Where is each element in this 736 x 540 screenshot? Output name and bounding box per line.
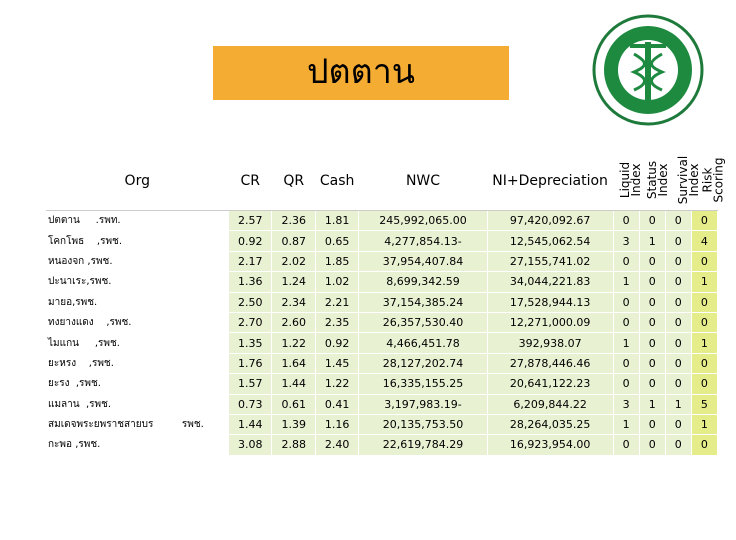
cell-sv: 0: [665, 312, 691, 332]
cell-li: 1: [613, 272, 639, 292]
cell-cr: 1.36: [229, 272, 272, 292]
cell-sv: 0: [665, 414, 691, 434]
cell-si: 0: [639, 414, 665, 434]
cell-cr: 1.76: [229, 353, 272, 373]
cell-si: 0: [639, 333, 665, 353]
cell-nwc: 16,335,155.25: [359, 374, 487, 394]
table-row: [46, 272, 718, 292]
ministry-seal-icon: [592, 14, 704, 126]
cell-cash: 0.92: [315, 333, 358, 353]
cell-ni: 17,528,944.13: [487, 292, 613, 312]
column-header: Org: [46, 152, 229, 211]
cell-cash: 1.22: [315, 374, 358, 394]
cell-risk: 0: [691, 435, 717, 455]
page-title: ปตตาน: [306, 52, 416, 92]
cell-risk: 1: [691, 272, 717, 292]
cell-sv: 0: [665, 211, 691, 231]
table-row: [46, 211, 718, 231]
cell-si: 0: [639, 374, 665, 394]
column-header: NWC: [359, 152, 487, 211]
cell-qr: 1.39: [272, 414, 315, 434]
cell-org: โคกโพธ ,รพช.: [46, 231, 229, 251]
column-header: Status Index: [639, 152, 665, 211]
cell-si: 0: [639, 312, 665, 332]
cell-cash: 1.81: [315, 211, 358, 231]
cell-ni: 16,923,954.00: [487, 435, 613, 455]
cell-nwc: 37,954,407.84: [359, 251, 487, 271]
header-row: [46, 152, 718, 211]
cell-li: 3: [613, 394, 639, 414]
cell-li: 1: [613, 414, 639, 434]
title-banner: [213, 46, 509, 100]
cell-ni: 12,545,062.54: [487, 231, 613, 251]
cell-cr: 2.70: [229, 312, 272, 332]
cell-sv: 0: [665, 374, 691, 394]
cell-org: ไมแกน ,รพช.: [46, 333, 229, 353]
cell-qr: 2.36: [272, 211, 315, 231]
cell-cash: 0.41: [315, 394, 358, 414]
table-row: [46, 333, 718, 353]
cell-cash: 2.35: [315, 312, 358, 332]
cell-nwc: 3,197,983.19-: [359, 394, 487, 414]
table-row: [46, 312, 718, 332]
cell-ni: 34,044,221.83: [487, 272, 613, 292]
cell-sv: 0: [665, 435, 691, 455]
cell-si: 0: [639, 251, 665, 271]
cell-li: 0: [613, 374, 639, 394]
cell-ni: 28,264,035.25: [487, 414, 613, 434]
cell-qr: 2.88: [272, 435, 315, 455]
table-row: [46, 231, 718, 251]
cell-qr: 0.61: [272, 394, 315, 414]
cell-nwc: 245,992,065.00: [359, 211, 487, 231]
cell-sv: 0: [665, 292, 691, 312]
cell-risk: 5: [691, 394, 717, 414]
cell-li: 0: [613, 353, 639, 373]
cell-org: แมลาน ,รพช.: [46, 394, 229, 414]
cell-qr: 1.44: [272, 374, 315, 394]
cell-nwc: 22,619,784.29: [359, 435, 487, 455]
table-row: [46, 292, 718, 312]
cell-org: ปะนาเระ,รพช.: [46, 272, 229, 292]
cell-li: 0: [613, 211, 639, 231]
cell-ni: 20,641,122.23: [487, 374, 613, 394]
cell-cr: 1.57: [229, 374, 272, 394]
cell-qr: 1.22: [272, 333, 315, 353]
cell-nwc: 4,277,854.13-: [359, 231, 487, 251]
cell-nwc: 8,699,342.59: [359, 272, 487, 292]
table-row: [46, 414, 718, 434]
cell-risk: 1: [691, 333, 717, 353]
column-header: Risk Scoring: [691, 152, 717, 211]
cell-risk: 0: [691, 211, 717, 231]
cell-org: มายอ,รพช.: [46, 292, 229, 312]
table-row: [46, 435, 718, 455]
cell-risk: 0: [691, 251, 717, 271]
cell-si: 1: [639, 394, 665, 414]
cell-li: 1: [613, 333, 639, 353]
cell-nwc: 4,466,451.78: [359, 333, 487, 353]
cell-cr: 0.92: [229, 231, 272, 251]
cell-si: 0: [639, 272, 665, 292]
cell-org: กะพอ ,รพช.: [46, 435, 229, 455]
cell-sv: 0: [665, 231, 691, 251]
cell-sv: 0: [665, 251, 691, 271]
cell-nwc: 28,127,202.74: [359, 353, 487, 373]
cell-li: 3: [613, 231, 639, 251]
column-header: Cash: [315, 152, 358, 211]
cell-qr: 0.87: [272, 231, 315, 251]
table-row: [46, 374, 718, 394]
cell-qr: 2.34: [272, 292, 315, 312]
cell-li: 0: [613, 435, 639, 455]
table-row: [46, 251, 718, 271]
cell-ni: 27,878,446.46: [487, 353, 613, 373]
cell-nwc: 37,154,385.24: [359, 292, 487, 312]
cell-cr: 3.08: [229, 435, 272, 455]
cell-cr: 2.50: [229, 292, 272, 312]
cell-qr: 1.64: [272, 353, 315, 373]
cell-cr: 1.44: [229, 414, 272, 434]
cell-org: ยะหรง ,รพช.: [46, 353, 229, 373]
cell-org: ทงยางแดง ,รพช.: [46, 312, 229, 332]
cell-cash: 1.85: [315, 251, 358, 271]
cell-org: ปตตาน .รพท.: [46, 211, 229, 231]
cell-org: สมเดจพระยพราชสายบร รพช.: [46, 414, 229, 434]
cell-sv: 1: [665, 394, 691, 414]
cell-si: 0: [639, 435, 665, 455]
cell-org: หนองจก ,รพช.: [46, 251, 229, 271]
cell-cr: 2.17: [229, 251, 272, 271]
cell-cr: 0.73: [229, 394, 272, 414]
table-row: [46, 353, 718, 373]
cell-org: ยะรง ,รพช.: [46, 374, 229, 394]
column-header: Liquid Index: [613, 152, 639, 211]
cell-sv: 0: [665, 333, 691, 353]
cell-si: 1: [639, 231, 665, 251]
cell-ni: 6,209,844.22: [487, 394, 613, 414]
cell-ni: 27,155,741.02: [487, 251, 613, 271]
cell-cash: 2.40: [315, 435, 358, 455]
cell-cash: 1.45: [315, 353, 358, 373]
cell-risk: 0: [691, 374, 717, 394]
cell-qr: 2.02: [272, 251, 315, 271]
cell-li: 0: [613, 312, 639, 332]
cell-cr: 1.35: [229, 333, 272, 353]
cell-ni: 97,420,092.67: [487, 211, 613, 231]
cell-si: 0: [639, 211, 665, 231]
cell-risk: 0: [691, 353, 717, 373]
cell-cr: 2.57: [229, 211, 272, 231]
cell-qr: 2.60: [272, 312, 315, 332]
cell-nwc: 26,357,530.40: [359, 312, 487, 332]
cell-cash: 0.65: [315, 231, 358, 251]
column-header: NI+Depreciation: [487, 152, 613, 211]
cell-si: 0: [639, 353, 665, 373]
column-header: QR: [272, 152, 315, 211]
cell-cash: 2.21: [315, 292, 358, 312]
column-header: Survival Index: [665, 152, 691, 211]
cell-risk: 1: [691, 414, 717, 434]
cell-sv: 0: [665, 272, 691, 292]
cell-sv: 0: [665, 353, 691, 373]
cell-risk: 0: [691, 292, 717, 312]
cell-cash: 1.02: [315, 272, 358, 292]
cell-li: 0: [613, 292, 639, 312]
cell-risk: 4: [691, 231, 717, 251]
cell-nwc: 20,135,753.50: [359, 414, 487, 434]
cell-ni: 12,271,000.09: [487, 312, 613, 332]
cell-ni: 392,938.07: [487, 333, 613, 353]
cell-cash: 1.16: [315, 414, 358, 434]
column-header: CR: [229, 152, 272, 211]
cell-li: 0: [613, 251, 639, 271]
cell-si: 0: [639, 292, 665, 312]
financial-risk-table: [46, 152, 726, 456]
table-row: [46, 394, 718, 414]
cell-qr: 1.24: [272, 272, 315, 292]
cell-risk: 0: [691, 312, 717, 332]
